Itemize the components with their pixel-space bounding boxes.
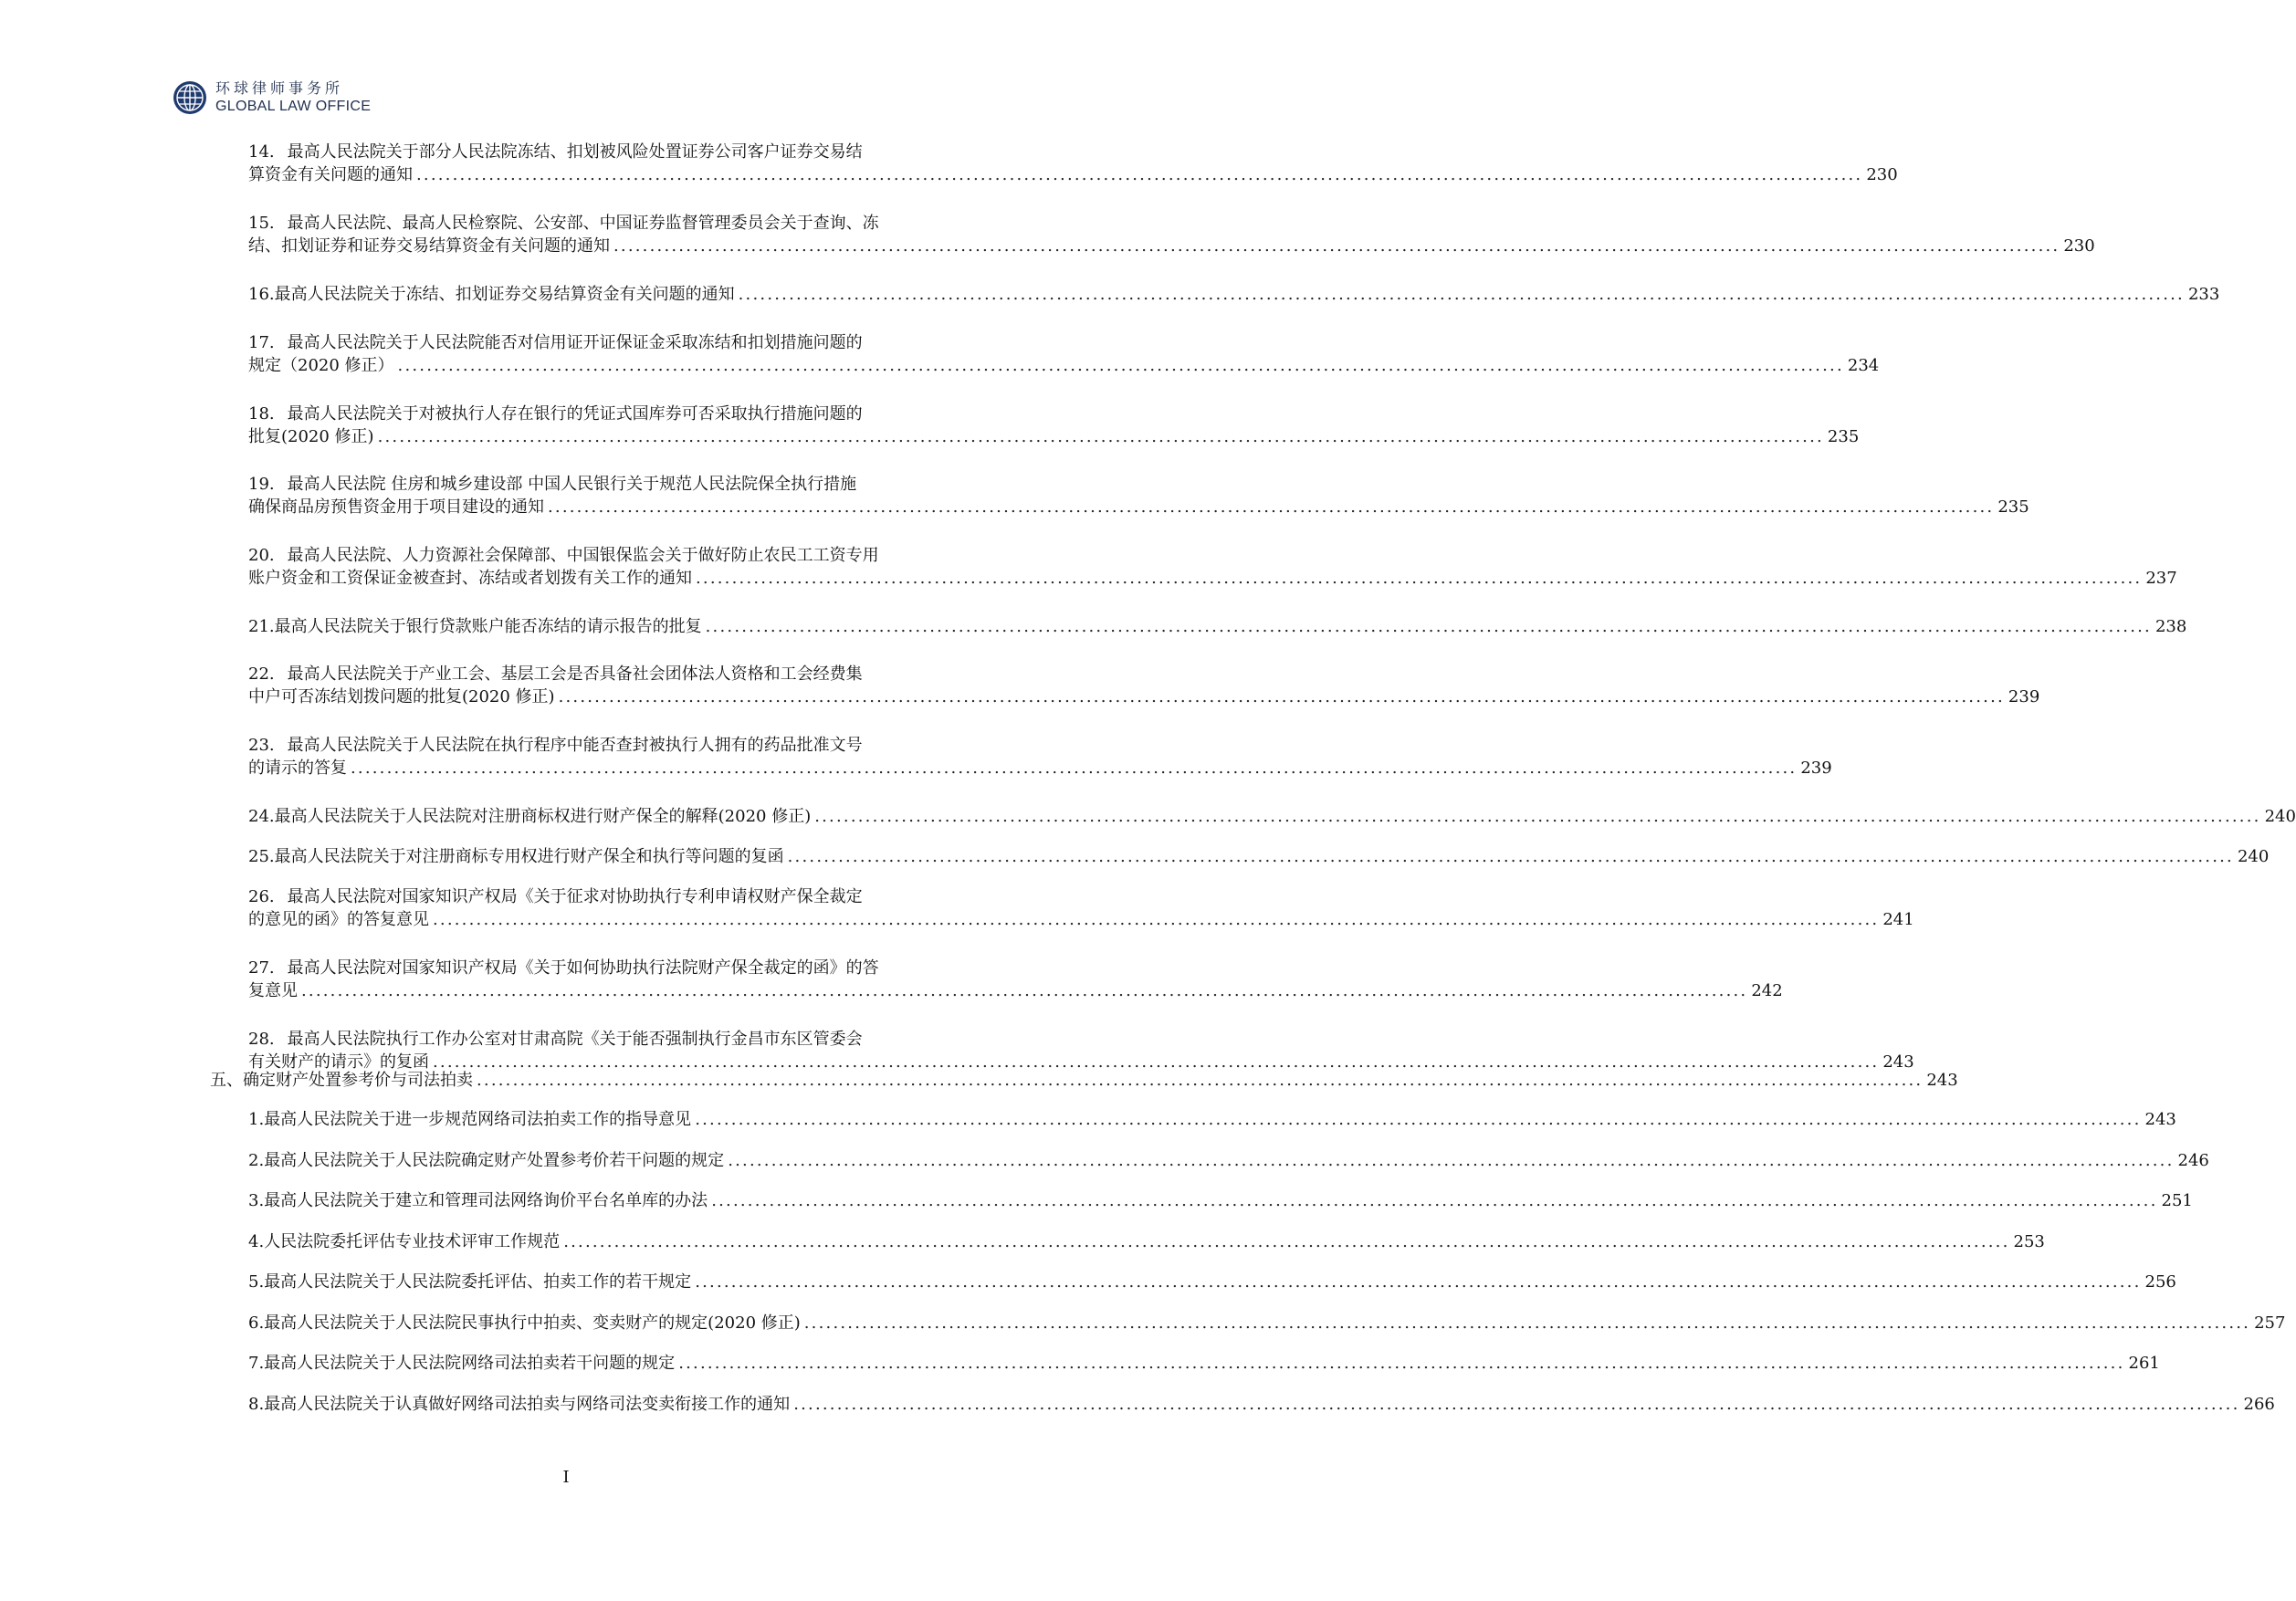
toc-entry-title-line: 最高人民法院对国家知识产权局《关于如何协助执行法院财产保全裁定的函》的答 <box>287 958 879 978</box>
toc-entry-title: 最高人民法院关于认真做好网络司法拍卖与网络司法变卖衔接工作的通知 <box>264 1395 791 1414</box>
toc-entry-title-line: 最高人民法院关于部分人民法院冻结、扣划被风险处置证券公司客户证券交易结 <box>287 142 863 162</box>
toc-entry[interactable] <box>248 845 2270 868</box>
toc-entry-title: 最高人民法院关于人民法院确定财产处置参考价若干问题的规定 <box>264 1151 725 1170</box>
toc-entry-title: 最高人民法院关于进一步规范网络司法拍卖工作的指导意见 <box>264 1110 692 1129</box>
toc-entry-page: 242 <box>1751 981 1783 1000</box>
toc-leader-dots: ........................................................................................................................................................................................................ <box>803 1313 2251 1333</box>
toc-entry-title-line: 有关财产的请示》的复函 <box>248 1052 429 1072</box>
firm-name-chinese: 环球律师事务所 <box>215 79 344 97</box>
toc-entry[interactable] <box>248 283 2220 306</box>
toc-entry[interactable] <box>248 1352 2160 1375</box>
toc-entry-page: 246 <box>2177 1151 2209 1170</box>
toc-entry[interactable] <box>248 1149 2209 1172</box>
toc-leader-dots: ........................................................................................................................................................................................................ <box>563 1232 2010 1251</box>
toc-entry-page: 243 <box>1882 1052 1914 1072</box>
toc-entry[interactable] <box>248 885 1914 931</box>
toc-entry-number: 1. <box>248 1110 265 1129</box>
toc-entry-title-line: 复意见 <box>248 981 298 1000</box>
toc-entry[interactable] <box>248 805 2296 828</box>
toc-entry[interactable] <box>248 1230 2045 1253</box>
toc-entry-title: 最高人民法院关于人民法院网络司法拍卖若干问题的规定 <box>264 1354 676 1373</box>
toc-entry-page: 237 <box>2145 569 2177 588</box>
toc-entry-number: 22. <box>248 664 275 684</box>
toc-entry[interactable] <box>248 141 1898 186</box>
toc-entry[interactable] <box>248 734 1832 780</box>
toc-entry[interactable] <box>248 615 2187 638</box>
toc-leader-dots: ........................................................................................................................................................................................................ <box>678 1354 2125 1373</box>
toc-leader-dots: ........................................................................................................................................................................................................ <box>433 910 1880 929</box>
toc-entry-title-line: 的请示的答复 <box>248 759 347 778</box>
toc-entry-number: 14. <box>248 142 275 162</box>
toc-entry-title-line: 的意见的函》的答复意见 <box>248 910 429 929</box>
toc-entry[interactable] <box>248 1393 2275 1416</box>
toc-entry-page: 230 <box>1866 165 1898 184</box>
toc-entry-title-line: 最高人民法院关于产业工会、基层工会是否具备社会团体法人资格和工会经费集 <box>287 664 863 684</box>
toc-entry-number: 24. <box>248 807 275 826</box>
toc-entry-page: 257 <box>2254 1313 2286 1333</box>
toc-entry-page: 235 <box>1997 497 2029 517</box>
toc-entry-number: 18. <box>248 404 275 424</box>
toc-entry-number: 五、 <box>210 1071 243 1090</box>
toc-leader-dots: ........................................................................................................................................................................................................ <box>728 1151 2175 1170</box>
toc-entry[interactable] <box>248 403 1860 448</box>
toc-entry-page: 251 <box>2161 1191 2193 1210</box>
toc-entry-page: 266 <box>2243 1395 2275 1414</box>
toc-entry[interactable] <box>248 1108 2176 1131</box>
toc-entry[interactable] <box>248 544 2177 590</box>
toc-entry-title-line: 最高人民法院关于对被执行人存在银行的凭证式国库券可否采取执行措施问题的 <box>287 404 863 424</box>
toc-entry[interactable] <box>248 331 1880 377</box>
toc-entry-title: 最高人民法院关于建立和管理司法网络询价平台名单库的办法 <box>264 1191 708 1210</box>
toc-leader-dots: ........................................................................................................................................................................................................ <box>695 1110 2142 1129</box>
toc-entry[interactable] <box>248 1312 2286 1334</box>
toc-entry-page: 230 <box>2063 236 2095 256</box>
toc-entry-title: 确定财产处置参考价与司法拍卖 <box>243 1071 473 1090</box>
toc-entry-page: 256 <box>2144 1272 2176 1292</box>
toc-entry-title-line: 账户资金和工资保证金被查封、冻结或者划拨有关工作的通知 <box>248 569 692 588</box>
toc-leader-dots: ........................................................................................................................................................................................................ <box>377 427 1824 446</box>
toc-entry-title: 人民法院委托评估专业技术评审工作规范 <box>264 1232 561 1251</box>
toc-leader-dots: ........................................................................................................................................................................................................ <box>705 617 2152 636</box>
toc-entry-page: 240 <box>2237 847 2270 866</box>
toc-entry-number: 23. <box>248 736 275 755</box>
globe-logo-icon <box>172 79 208 116</box>
toc-entry[interactable] <box>248 1028 1914 1073</box>
toc-entry-title-line: 最高人民法院对国家知识产权局《关于征求对协助执行专利申请权财产保全裁定 <box>287 887 863 906</box>
toc-entry[interactable] <box>248 212 2095 257</box>
toc-entry-page: 234 <box>1847 356 1880 375</box>
toc-entry-number: 21. <box>248 617 275 636</box>
toc-leader-dots: ........................................................................................................................................................................................................ <box>397 356 1844 375</box>
page-number: I <box>562 1468 570 1487</box>
toc-entry-title-line: 算资金有关问题的通知 <box>248 165 413 184</box>
toc-entry-page: 239 <box>1800 759 1832 778</box>
toc-entry-page: 235 <box>1827 427 1860 446</box>
toc-entry-number: 3. <box>248 1191 265 1210</box>
toc-entry-page: 239 <box>2008 687 2040 706</box>
toc-entry-number: 27. <box>248 958 275 978</box>
toc-leader-dots: ........................................................................................................................................................................................................ <box>695 1272 2142 1292</box>
toc-leader-dots: ........................................................................................................................................................................................................ <box>351 759 1798 778</box>
toc-leader-dots: ........................................................................................................................................................................................................ <box>814 807 2261 826</box>
toc-entry-number: 4. <box>248 1232 265 1251</box>
toc-entry-title: 最高人民法院关于人民法院委托评估、拍卖工作的若干规定 <box>264 1272 692 1292</box>
toc-entry-number: 25. <box>248 847 275 866</box>
toc-section-heading[interactable] <box>210 1069 1958 1092</box>
toc-entry-title-line: 最高人民法院关于人民法院能否对信用证开证保证金采取冻结和扣划措施问题的 <box>287 333 863 352</box>
toc-entry-title-line: 确保商品房预售资金用于项目建设的通知 <box>248 497 544 517</box>
toc-entry-title-line: 批复(2020 修正) <box>248 427 374 446</box>
toc-entry-title: 最高人民法院关于对注册商标专用权进行财产保全和执行等问题的复函 <box>274 847 784 866</box>
toc-entry-page: 241 <box>1882 910 1914 929</box>
toc-entry[interactable] <box>248 957 1783 1002</box>
toc-leader-dots: ........................................................................................................................................................................................................ <box>738 285 2185 304</box>
toc-entry-number: 5. <box>248 1272 265 1292</box>
toc-entry-number: 28. <box>248 1030 275 1049</box>
toc-entry-title-line: 规定（2020 修正） <box>248 356 394 375</box>
toc-leader-dots: ........................................................................................................................................................................................................ <box>793 1395 2240 1414</box>
firm-name-english: GLOBAL LAW OFFICE <box>215 99 372 114</box>
toc-leader-dots: ........................................................................................................................................................................................................ <box>433 1052 1880 1072</box>
toc-leader-dots: ........................................................................................................................................................................................................ <box>416 165 1863 184</box>
toc-entry[interactable] <box>248 1271 2176 1293</box>
toc-entry-title-line: 结、扣划证券和证券交易结算资金有关问题的通知 <box>248 236 610 256</box>
toc-entry-title: 最高人民法院关于冻结、扣划证券交易结算资金有关问题的通知 <box>274 285 735 304</box>
toc-entry-title-line: 最高人民法院、人力资源社会保障部、中国银保监会关于做好防止农民工工资专用 <box>287 546 879 565</box>
toc-leader-dots: ........................................................................................................................................................................................................ <box>613 236 2060 256</box>
toc-leader-dots: ........................................................................................................................................................................................................ <box>301 981 1748 1000</box>
toc-leader-dots: ........................................................................................................................................................................................................ <box>477 1071 1924 1090</box>
toc-entry-number: 19. <box>248 475 275 494</box>
toc-entry-page: 261 <box>2128 1354 2160 1373</box>
toc-leader-dots: ........................................................................................................................................................................................................ <box>558 687 2005 706</box>
toc-entry-title-line: 中户可否冻结划拨问题的批复(2020 修正) <box>248 687 555 706</box>
toc-entry-title-line: 最高人民法院执行工作办公室对甘肃高院《关于能否强制执行金昌市东区管委会 <box>287 1030 863 1049</box>
toc-entry-number: 6. <box>248 1313 265 1333</box>
toc-entry[interactable] <box>248 473 2029 518</box>
toc-entry-number: 15. <box>248 214 275 233</box>
toc-entry[interactable] <box>248 663 2040 708</box>
toc-entry-title: 最高人民法院关于人民法院民事执行中拍卖、变卖财产的规定(2020 修正) <box>264 1313 801 1333</box>
toc-entry-page: 253 <box>2013 1232 2045 1251</box>
toc-entry-number: 16. <box>248 285 275 304</box>
toc-entry-title-line: 最高人民法院、最高人民检察院、公安部、中国证券监督管理委员会关于查询、冻 <box>287 214 879 233</box>
firm-logo <box>172 77 371 119</box>
toc-leader-dots: ........................................................................................................................................................................................................ <box>696 569 2143 588</box>
toc-entry[interactable] <box>248 1189 2193 1212</box>
toc-entry-page: 240 <box>2264 807 2296 826</box>
toc-entry-number: 8. <box>248 1395 265 1414</box>
toc-leader-dots: ........................................................................................................................................................................................................ <box>787 847 2234 866</box>
toc-entry-title-line: 最高人民法院 住房和城乡建设部 中国人民银行关于规范人民法院保全执行措施 <box>287 475 857 494</box>
toc-entry-title-line: 最高人民法院关于人民法院在执行程序中能否查封被执行人拥有的药品批准文号 <box>287 736 863 755</box>
toc-entry-page: 243 <box>1926 1071 1958 1090</box>
toc-entry-number: 2. <box>248 1151 265 1170</box>
toc-entry-number: 7. <box>248 1354 265 1373</box>
toc-entry-page: 243 <box>2144 1110 2176 1129</box>
toc-entry-number: 17. <box>248 333 275 352</box>
toc-entry-number: 20. <box>248 546 275 565</box>
toc-leader-dots: ........................................................................................................................................................................................................ <box>548 497 1995 517</box>
toc-leader-dots: ........................................................................................................................................................................................................ <box>711 1191 2158 1210</box>
toc-entry-page: 238 <box>2154 617 2187 636</box>
toc-entry-number: 26. <box>248 887 275 906</box>
toc-entry-title: 最高人民法院关于人民法院对注册商标权进行财产保全的解释(2020 修正) <box>274 807 812 826</box>
toc-entry-title: 最高人民法院关于银行贷款账户能否冻结的请示报告的批复 <box>274 617 702 636</box>
toc-entry-page: 233 <box>2187 285 2220 304</box>
